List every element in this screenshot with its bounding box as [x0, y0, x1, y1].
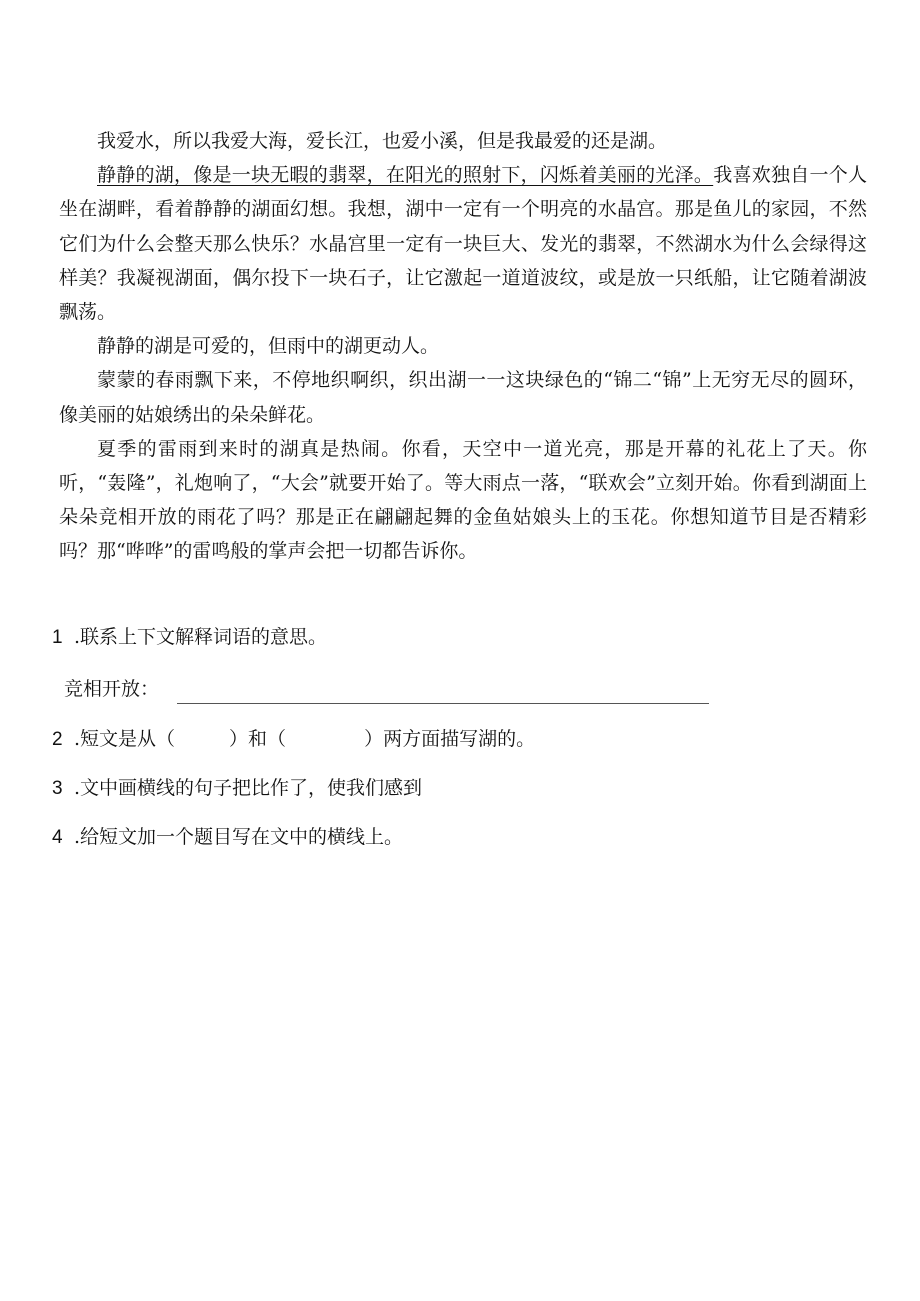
paragraph-3 [59, 329, 867, 363]
question-3 [52, 773, 422, 804]
question-2-text-a: .短文是从（ [74, 728, 176, 750]
underlined-sentence: 静静的湖，像是一块无暇的翡翠，在阳光的照射下，闪烁着美丽的光泽。 [97, 164, 714, 187]
paragraph-5 [59, 432, 867, 569]
paragraph-5-text: 夏季的雷雨到来时的湖真是热闹。你看，天空中一道光亮，那是开幕的礼花上了天。你听，“轰隆”，礼炮响了，“大会”就要开始了。等大雨点一落，“联欢会”立刻开始。你看到湖面上朵朵竞相开放的雨花了吗？那是正在翩翩起舞的金鱼姑娘头上的玉花。你想知道节目是否精彩吗？那“哗哗”的雷鸣般的掌声会把一切都告诉你。 [59, 437, 867, 563]
paragraph-2 [59, 158, 867, 329]
question-4-text: .给短文加一个题目写在文中的横线上。 [74, 826, 404, 848]
paragraph-2-text: 我喜欢独自一个人坐在湖畔，看着静静的湖面幻想。我想，湖中一定有一个明亮的水晶宫。那是鱼儿的家园，不然它们为什么会整天那么快乐？水晶宫里一定有一块巨大、发光的翡翠，不然湖水为什么会绿得这样美？我凝视湖面，偶尔投下一块石子，让它激起一道道波纹，或是放一只纸船，让它随着湖波飘荡。 [59, 164, 867, 324]
paragraph-4-text: 蒙蒙的春雨飘下来，不停地织啊织，织出湖一一这块绿色的“锦二“锦”上无穷无尽的圆环，像美丽的姑娘绣出的朵朵鲜花。 [59, 369, 867, 426]
question-4-number: 4 [52, 827, 63, 848]
paragraph-3-text: 静静的湖是可爱的，但雨中的湖更动人。 [97, 335, 440, 358]
question-2-number: 2 [52, 729, 63, 750]
reading-passage [59, 124, 867, 569]
question-1 [52, 622, 327, 653]
question-1-sub [64, 674, 709, 704]
paragraph-1 [59, 124, 867, 158]
question-3-text: .文中画横线的句子把比作了，使我们感到 [74, 777, 423, 799]
question-1-sub-label: 竞相开放： [64, 678, 160, 700]
answer-line[interactable] [177, 681, 709, 704]
paragraph-4 [59, 363, 867, 431]
question-1-number: 1 [52, 627, 63, 648]
question-2-text-c: ）两方面描写湖的。 [364, 728, 536, 750]
question-1-text: .联系上下文解释词语的意思。 [74, 626, 328, 648]
question-4 [52, 822, 403, 853]
question-2-text-b: ）和（ [229, 728, 287, 750]
paragraph-1-text: 我爱水，所以我爱大海，爱长江，也爱小溪，但是我最爱的还是湖。 [97, 130, 668, 152]
question-3-number: 3 [52, 778, 63, 799]
question-2 [52, 724, 535, 755]
